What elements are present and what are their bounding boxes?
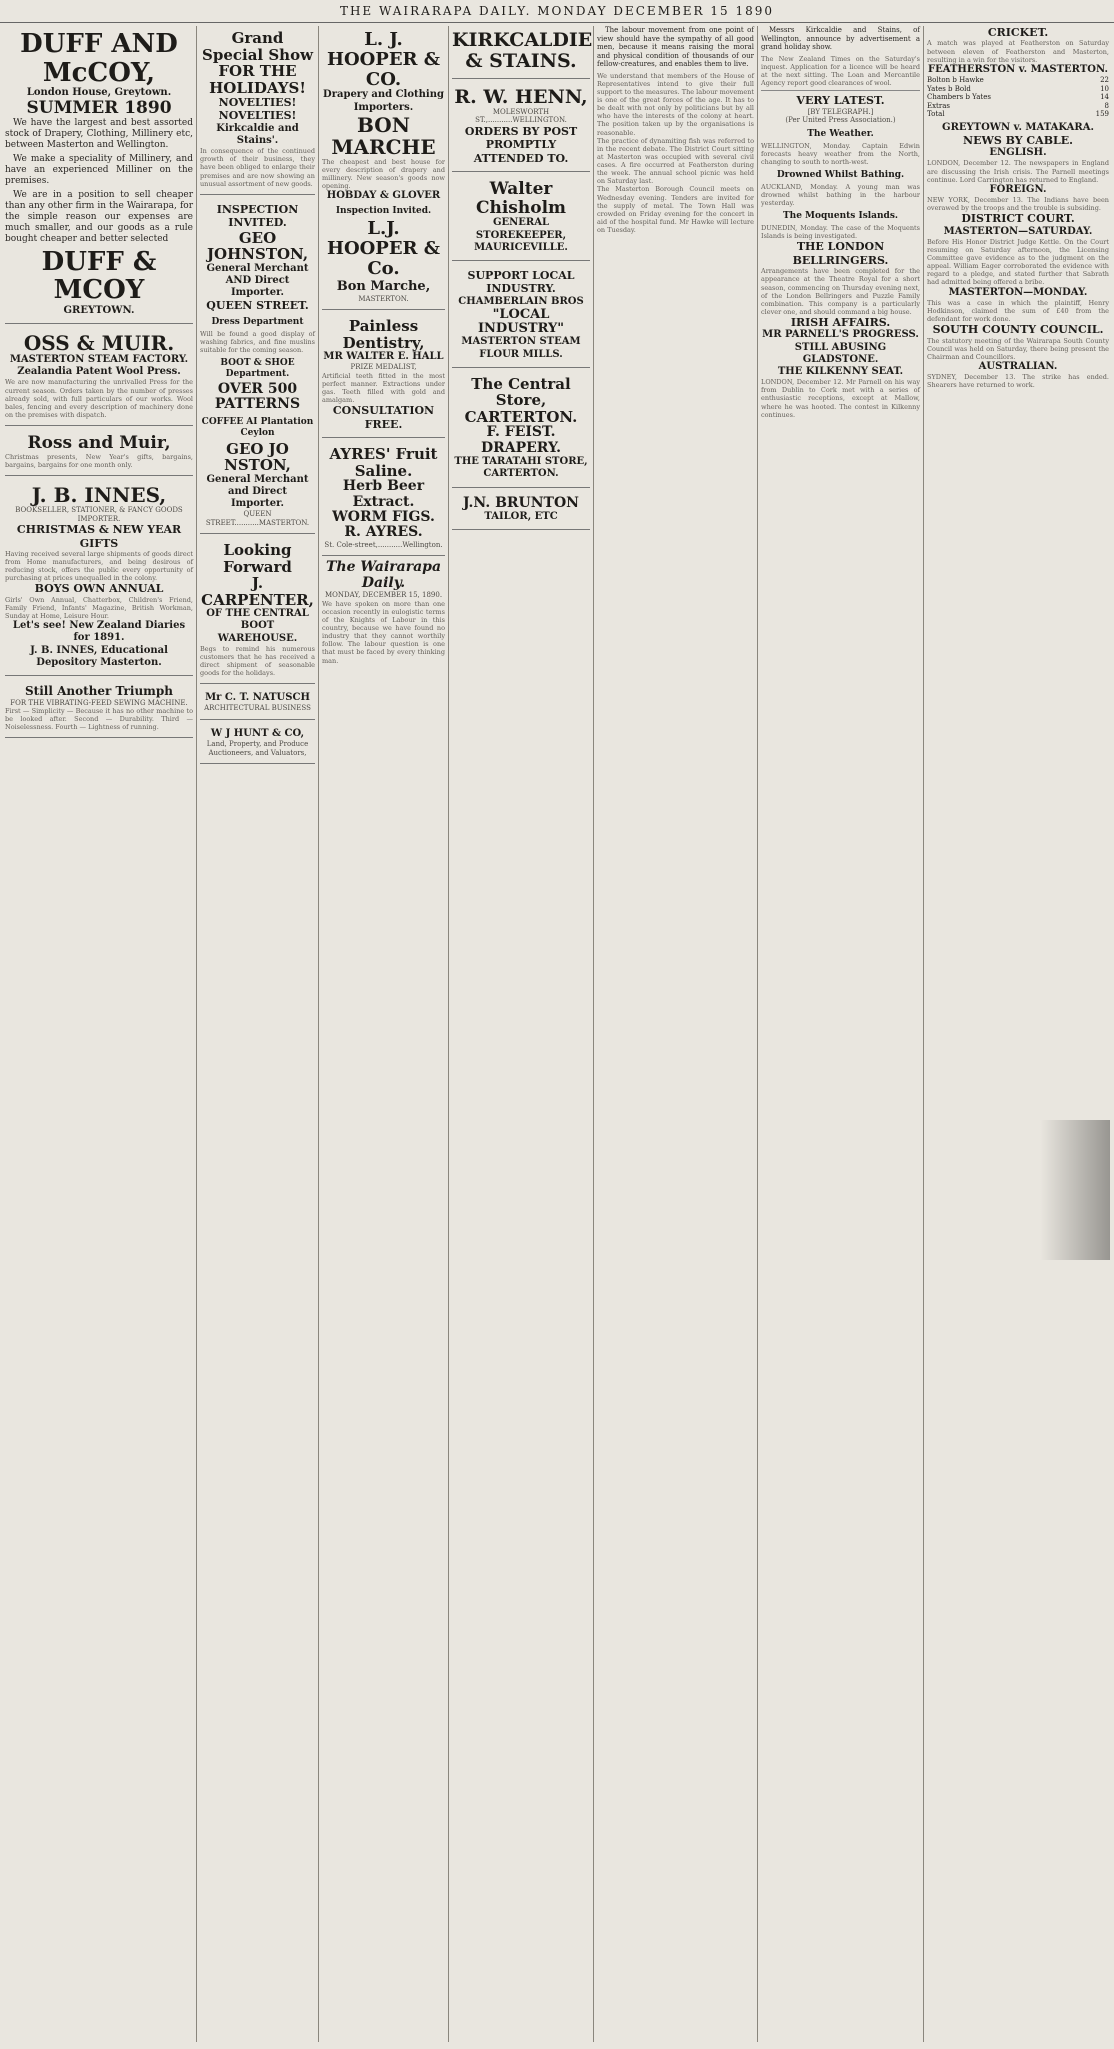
by-telegraph: [BY TELEGRAPH.] [807,107,874,116]
hunt-sub: Land, Property, and Produce Auctioneers, and Valuators, [206,740,309,757]
australian-head: AUSTRALIAN. [978,360,1058,372]
hooper-ad [322,26,445,310]
looking-forward: Looking Forward [223,541,292,576]
bon-marche: BON MARCHE [331,112,436,159]
duff-season: SUMMER 1890 [26,98,172,119]
brunton-title: J.N. BRUNTON [463,494,579,511]
hall-text: Artificial teeth fitted in the most perfect manner. Extractions under gas. Teeth filled with gold and amalgam. [322,371,445,405]
score-list [927,76,1109,119]
masterton: MASTERTON. [358,294,409,303]
duff-title: DUFF AND McCOY, [20,29,178,88]
dentistry-ad [322,314,445,438]
triumph-sub: FOR THE VIBRATING-FEED SEWING MACHINE. [10,698,188,707]
hall-title: MR WALTER E. HALL [323,351,444,363]
bellringers-text: Arrangements have been completed for the appearance at the Theatre Royal for a short season, commencing on Thursday evening next, of the London Bellringers and Puzzle Family combination. This company is a particularly clever one, and should command a big house. [761,267,920,316]
coffee-heading: COFFEE AI Plantation Ceylon [201,416,314,438]
kirkcaldie-ad [452,26,593,79]
feist-title: F. FEIST. [486,424,556,441]
hunt-title: W J HUNT & CO, [210,728,305,739]
hooper-title: L. J. HOOPER & CO. [326,29,441,90]
central-store-ad [452,372,590,488]
hooper-title-2: L.J. HOOPER & Co. [326,218,441,280]
henn-title: R. W. HENN, [454,85,588,108]
district-court-head: DISTRICT COURT. [961,212,1075,226]
score-row: Chambers b Yates 14 [927,93,1109,102]
duff-para-1: We have the largest and best assorted stock of Drapery, Clothing, Millinery etc, between Masterton and Wellington. [5,118,193,150]
hooper-sub: Drapery and Clothing Importers. [323,89,444,113]
column-7 [923,26,1112,2042]
press-association: (Per United Press Association.) [785,116,896,125]
col5-filler-1: We understand that members of the House of Representatives intend to give their full support to the measures. The labour movement is one of the great forces of the age. It has to be dealt with not only by politicians but by all who have the interests of the colony at heart. The position taken up by the organisations is reasonable. [597,71,754,137]
south-county-head: SOUTH COUNTY COUNCIL. [932,323,1104,337]
johnston-ad [200,199,315,534]
bellringers-head: THE LONDON BELLRINGERS. [792,240,889,267]
ayres-ad [322,442,445,556]
editorial-text: We have spoken on more than one occasion recently in eulogistic terms of the Knights of Labour in this country, because we have found no industry that they cannot worthily follow. The labour question is one that must be faced by every thinking man. [322,599,445,665]
inspection-invited: INSPECTION INVITED. [216,202,299,230]
geo-johnston-sub: General Merchant AND Direct Importer. [206,262,309,298]
herb-beer: Herb Beer Extract. [342,478,425,510]
column-6 [757,26,923,2042]
weather-text: WELLINGTON, Monday. Captain Edwin forecasts heavy weather from the North, changing to south to north-west. [761,141,920,166]
kirkcaldie-title: KIRKCALDIE & STAINS. [452,29,593,72]
carpenter-text: Begs to remind his numerous customers that he has received a direct shipment of seasonable goods for the holidays. [200,644,315,678]
flour-mills: MASTERTON STEAM FLOUR MILLS. [461,336,581,360]
natusch-title: Mr C. T. NATUSCH [205,692,310,704]
special-show-ad [200,26,315,195]
still-abusing: STILL ABUSING GLADSTONE. [794,341,887,365]
brunton-ad [452,492,590,531]
hooper-text: The cheapest and best house for every description of drapery and millinery. New season's goods now opening. [322,157,445,191]
chamberlain-title: CHAMBERLAIN BROS [458,295,584,307]
lets-see: Let's see! New Zealand Diaries for 1891. [12,620,186,644]
boot-shoe-department: BOOT & SHOE Department. [220,357,295,379]
column-3 [318,26,448,2042]
dress-department: Dress Department [211,316,304,327]
ross-muir-ad [5,430,193,476]
score-row: Total 159 [927,110,1109,119]
tailor-title: TAILOR, ETC [484,510,558,522]
col5-filler-2: The practice of dynamiting fish was referred to in the recent debate. The District Court sitting at Masterton was occupied with several civil cases. A fire occurred at Featherston during the week. The annual school picnic was held on Saturday last. [597,136,754,186]
score-row: Extras 8 [927,101,1109,110]
moquents-head: The Moquents Islands. [782,211,899,222]
oss-press: Zealandia Patent Wool Press. [17,366,181,378]
novelties: NOVELTIES! NOVELTIES! [218,96,297,123]
court-text: Before His Honor District Judge Kettle. On the Court resuming on Saturday afternoon, the Licensing Committee gave evidence as to the judgment on the appeal. William Eager corroborated the evidence with regard to a pledge, and stated further that Sabrath had admitted being offered a bribe. [927,237,1109,287]
support-local: SUPPORT LOCAL INDUSTRY. [467,268,575,296]
foreign-head: FOREIGN. [989,183,1047,195]
natusch-ad [200,688,315,720]
editorial [322,560,445,664]
oss-title: OSS & MUIR. [23,331,175,356]
consultation-free: CONSULTATION FREE. [332,404,435,431]
geo-johnston-2-street: QUEEN STREET...........MASTERTON. [205,510,310,527]
innes-ad [5,480,193,676]
inspection-invited-2: Inspection Invited. [335,206,432,217]
henn-sub: MOLESWORTH ST.,...........WELLINGTON. [475,107,567,125]
orders-by-post: ORDERS BY POST PROMPTLY ATTENDED TO. [464,124,578,165]
central-store-title: The Central Store, CARTERTON. [464,374,578,426]
kirkcaldie-stains: Kirkcaldie and Stains'. [216,122,299,146]
hunt-ad [200,724,315,764]
masthead: THE WAIRARAPA DAILY. MONDAY DECEMBER 15 1890 [0,0,1114,23]
bon-marche-2: Bon Marche, [336,278,431,294]
hobday-glover: HOBDAY & GLOVER [326,190,441,202]
kirk-text: Messrs Kirkcaldie and Stains, of Wellington, announce by advertisement a grand holiday show. [761,26,920,52]
chisholm-title: Walter Chisholm [475,178,567,218]
parnell-head: MR PARNELL'S PROGRESS. [762,329,919,341]
taratahi-store: THE TARATAHI STORE, CARTERTON. [454,456,588,480]
very-latest: VERY LATEST. [796,94,885,108]
ross-text: Christmas presents, New Year's gifts, bargains, bargains, bargains for one month only. [5,452,193,469]
geo-johnston-title: GEO JOHNSTON, [206,228,309,264]
weather-head: The Weather. [807,128,874,139]
duff-mccoy-ad [5,26,193,324]
geo-johnston-street: QUEEN STREET. [206,299,309,313]
triumph-text: First — Simplicity — Because it has no other machine to be looked after. Second — Durability. Third — Noiselessness. Fourth — Lightness of running. [5,707,193,732]
geo-johnston-2-sub: General Merchant and Direct Importer. [206,473,309,509]
oss-muir-ad [5,328,193,426]
ayres-name: R. AYRES. [344,524,423,541]
duff-subtitle: London House, Greytown. [26,87,172,99]
duff-name-2: DUFF & MCOY [41,246,157,306]
innes-text: Having received several large shipments of goods direct from Home manufacturers, and being desirous of reducing stock, offers the public every opportunity of purchasing at prices unequalled in the colony. [5,549,193,583]
innes-subtitle: BOOKSELLER, STATIONER, & FANCY GOODS IMPORTER. [15,506,183,523]
carpenter-sub: OF THE CENTRAL BOOT WAREHOUSE. [206,608,309,644]
carpenter-ad [200,538,315,684]
greytown-matakara: GREYTOWN v. MATAKARA. [942,121,1094,133]
featherston-masterton: FEATHERSTON v. MASTERTON. [928,63,1108,75]
duff-para-3: We are in a position to sell cheaper than any other firm in the Wairarapa, for the simple reason our expenses are much smaller, and our goods as a rule bought cheaper and better selected [5,189,193,244]
rule [761,90,920,91]
triumph-title: Still Another Triumph [25,683,173,698]
special-show-title: Grand Special Show FOR THE HOLIDAYS! [202,29,313,97]
masterton-saturday: MASTERTON—SATURDAY. [943,225,1093,237]
oss-subtitle: MASTERTON STEAM FACTORY. [9,354,189,366]
worm-figs: WORM FIGS. [332,509,435,526]
cricket-head: CRICKET. [987,26,1049,39]
masterton-monday: MASTERTON—MONDAY. [948,286,1088,298]
score-row: Yates b Bold 10 [927,84,1109,93]
column-5 [593,26,757,2042]
triumph-ad [5,680,193,739]
drowned-text: AUCKLAND, Monday. A young man was drowned whilst bathing in the harbour yesterday. [761,182,920,208]
chisholm-sub: GENERAL STOREKEEPER, MAURICEVILLE. [474,217,568,253]
col5-text: The labour movement from one point of view should have the sympathy of all good men, because it means raising the moral and physical condition of thousands of our fellow-creatures, and enables them to live. [597,26,754,69]
geo-johnston-2: GEO JO NSTON, [224,439,291,475]
score-row: Bolton b Hawke 22 [927,75,1109,84]
moquents-text: DUNEDIN, Monday. The case of the Moquents Islands is being investigated. [761,224,920,241]
english-head: ENGLISH. [989,147,1047,159]
innes-title: J. B. INNES, [31,483,167,508]
daily-title: The Wairarapa Daily. [325,559,442,591]
innes-end: J. B. INNES, Educational Depository Masterton. [30,644,168,668]
irish-text: LONDON, December 12. Mr Parnell on his way from Dublin to Cork met with a series of enthusiastic receptions, except at Mallow, where he was hooted. The contest in Kilkenny continues. [761,378,920,419]
innes-xmas: CHRISTMAS & NEW YEAR GIFTS [16,523,182,550]
henn-ad [452,83,590,172]
monday-text: This was a case in which the plaintiff, Henry Hodkinson, claimed the sum of £40 from the defendant for work done. [927,298,1109,323]
special-show-text: In consequence of the continued growth of their business, they have been obliged to enlarge their premises and are now showing an unusual assortment of new goods. [200,147,315,188]
column-4 [448,26,593,2042]
patterns: OVER 500 PATTERNS [214,380,301,413]
carpenter-title: J. CARPENTER, [201,574,314,609]
chamberlain-ad [452,265,590,368]
drapery-title: DRAPERY. [480,439,562,456]
duff-town-2: GREYTOWN. [63,304,135,316]
daily-date: MONDAY, DECEMBER 15, 1890. [324,591,443,600]
cricket-text: A match was played at Featherston on Saturday between eleven of Featherston and Masterton, resulting in a win for the visitors. [927,39,1109,64]
ayres-address: St. Cole-street,...........Wellington. [324,540,443,549]
australian-text: SYDNEY, December 13. The strike has ended. Shearers have returned to work. [927,373,1109,390]
column-2 [196,26,318,2042]
hall-sub: PRIZE MEDALIST, [350,363,417,372]
column-1 [2,26,196,2042]
dentistry-title: Painless Dentistry, [342,317,425,352]
kilkenny: THE KILKENNY SEAT. [777,366,904,377]
county-text: The statutory meeting of the Wairarapa South County Council was held on Saturday, there being present the Chairman and Councillors. [927,336,1109,361]
drowned-head: Drowned Whilst Bathing. [776,169,905,180]
irish-head: IRISH AFFAIRS. [790,316,891,330]
ross-title: Ross and Muir, [27,433,171,454]
ayres-title: AYRES' Fruit Saline. [329,445,438,480]
col5-filler-3: The Masterton Borough Council meets on Wednesday evening. Tenders are invited for the supply of metal. The Town Hall was crowded on Friday evening for the concert in aid of the hospital fund. Mr Hawke will lecture on Tuesday. [597,185,754,235]
news-cable-head: NEWS BY CABLE. [963,133,1073,147]
local-industry: "LOCAL INDUSTRY" [477,306,565,337]
natusch-sub: ARCHITECTURAL BUSINESS [204,704,311,713]
oss-text: We are now manufacturing the unrivalled Press for the current season. Orders taken by the number of presses already sold, with full particulars of our works. Wool bales, fencing and every description of machinery done on the premises with dispatch. [5,378,193,419]
innes-boys: BOYS OWN ANNUAL [34,582,164,596]
duff-para-2: We make a speciality of Millinery, and have an experienced Milliner on the premises. [5,153,193,186]
dress-text: Will be found a good display of washing fabrics, and fine muslins suitable for the coming season. [200,329,315,354]
foreign-text: NEW YORK, December 13. The Indians have been overawed by the troops and the trouble is subsiding. [927,195,1109,213]
col6-filler-1: The New Zealand Times on the Saturday's inquest. Application for a licence will be heard at the next sitting. The Loan and Mercantile Agency report good clearances of wool. [761,54,920,87]
innes-annuals: Girls' Own Annual, Chatterbox, Children's Friend, Family Friend, Infants' Magazine, British Workman, Sunday at Home, Leisure Hour. [5,595,193,621]
english-text: LONDON, December 12. The newspapers in England are discussing the Irish crisis. The Parnell meetings continue. Lord Carrington has returned to England. [927,159,1109,184]
chisholm-ad [452,176,590,261]
